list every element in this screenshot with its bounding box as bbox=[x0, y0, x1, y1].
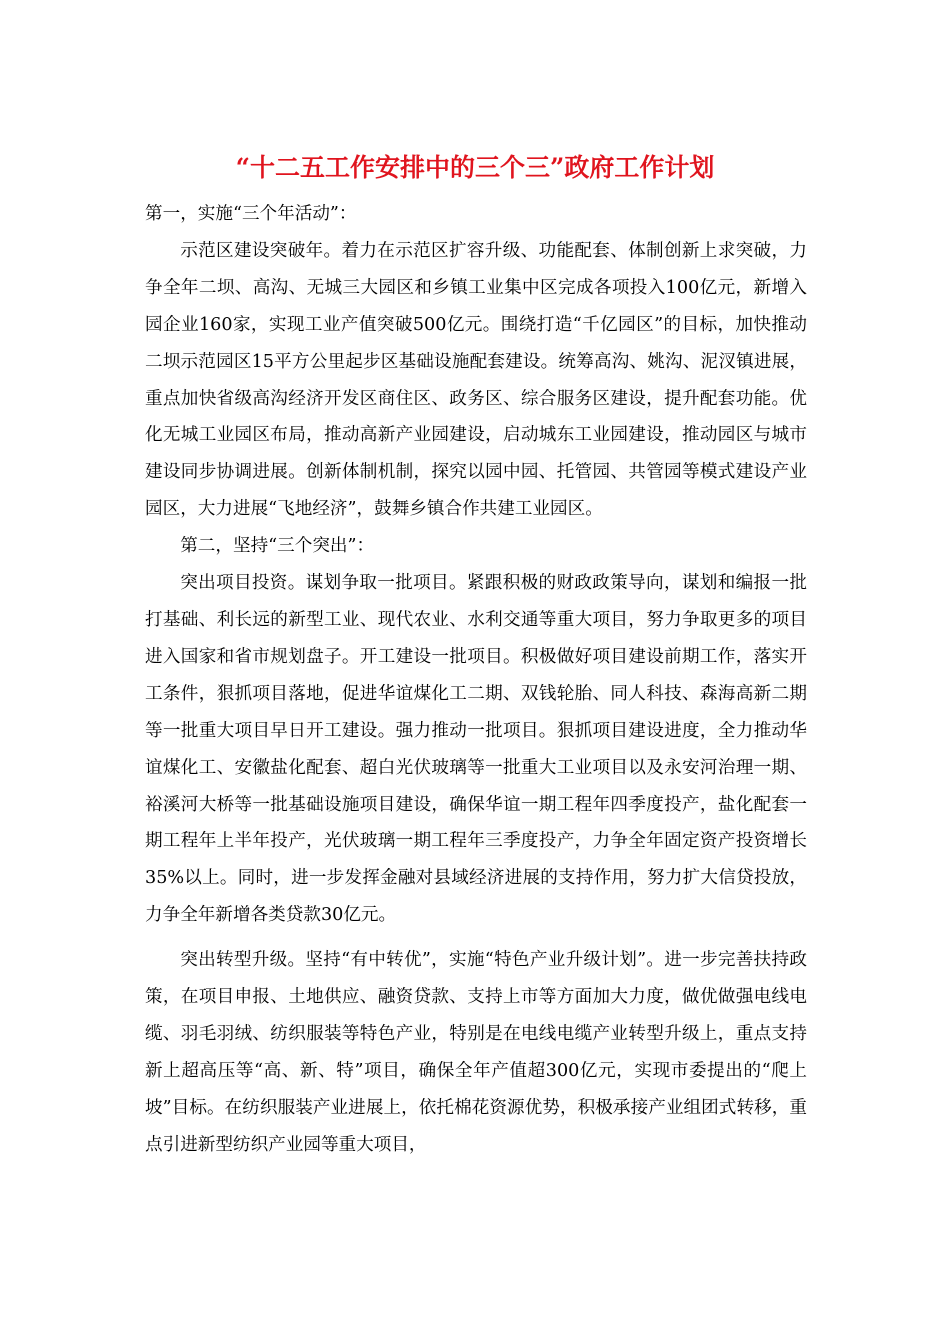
document-title: “十二五工作安排中的三个三”政府工作计划 bbox=[235, 153, 715, 182]
section-heading-1: 第一，实施“三个年活动”： bbox=[145, 204, 357, 224]
paragraph-demonstration-zone: 示范区建设突破年。着力在示范区扩容升级、功能配套、体制创新上求突破，力争全年二坝、高沟、无城三大园区和乡镇工业集中区完成各项投入100亿元，新增入园企业160家，实现工业产值突破500亿元。围绕打造“千亿园区”的目标，加快推动二坝示范园区15平方公里起步区基础设施配套建设。统筹高沟、姚沟、泥汊镇进展，重点加快省级高沟经济开发区商住区、政务区、综合服务区建设，提升配套功能。优化无城工业园区布局，推动高新产业园建设，启动城东工业园建设，推动园区与城市建设同步协调进展。创新体制机制，探究以园中园、托管园、共管园等模式建设产业园区，大力进展“飞地经济”，鼓舞乡镇合作共建工业园区。 bbox=[145, 240, 807, 520]
document-body bbox=[145, 196, 807, 1164]
section-heading-2: 第二，坚持“三个突出”： bbox=[180, 536, 375, 557]
paragraph-transformation-upgrade: 突出转型升级。坚持“有中转优”，实施“特色产业升级计划”。进一步完善扶持政策，在项目申报、土地供应、融资贷款、支持上市等方面加大力度，做优做强电线电缆、羽毛羽绒、纺织服装等特色产业，特别是在电线电缆产业转型升级上，重点支持新上超高压等“高、新、特”项目，确保全年产值超300亿元，实现市委提出的“爬上坡”目标。在纺织服装产业进展上，依托棉花资源优势，积极承接产业组团式转移，重点引进新型纺织产业园等重大项目， bbox=[145, 950, 807, 1155]
paragraph-project-investment: 突出项目投资。谋划争取一批项目。紧跟积极的财政政策导向，谋划和编报一批打基础、利长远的新型工业、现代农业、水利交通等重大项目，努力争取更多的项目进入国家和省市规划盘子。开工建设一批项目。积极做好项目建设前期工作，落实开工条件，狠抓项目落地，促进华谊煤化工二期、双钱轮胎、同人科技、森海高新二期等一批重大项目早日开工建设。强力推动一批项目。狠抓项目建设进度，全力推动华谊煤化工、安徽盐化配套、超白光伏玻璃等一批重大工业项目以及永安河治理一期、裕溪河大桥等一批基础设施项目建设，确保华谊一期工程年四季度投产，盐化配套一期工程年上半年投产，光伏玻璃一期工程年三季度投产，力争全年固定资产投资增长35%以上。同时，进一步发挥金融对县域经济进展的支持作用，努力扩大信贷投放，力争全年新增各类贷款30亿元。 bbox=[145, 573, 807, 926]
